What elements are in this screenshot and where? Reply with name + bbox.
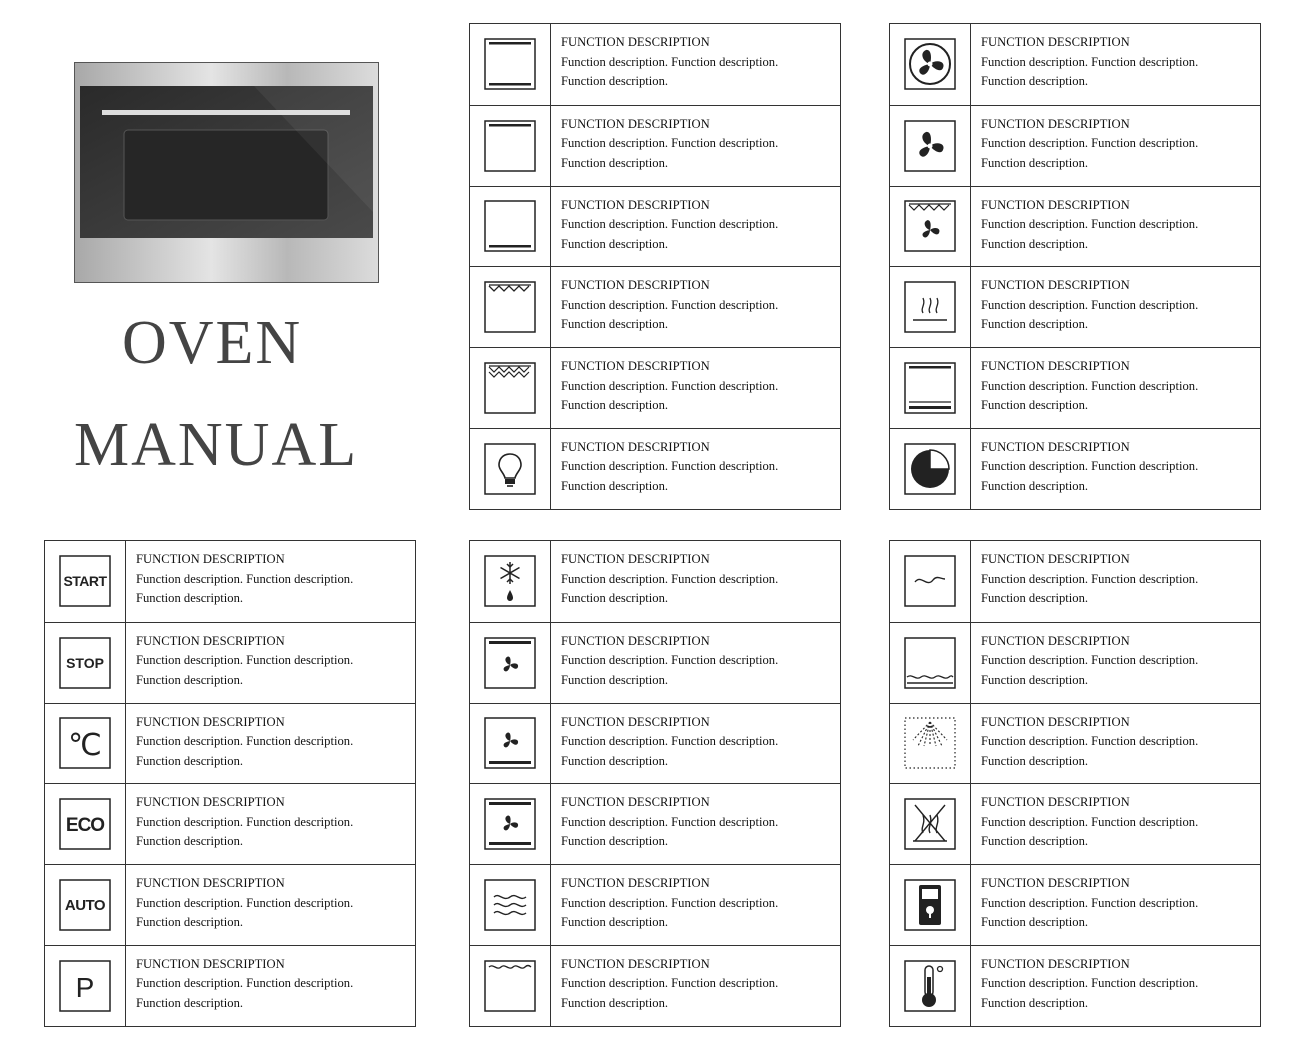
shower-clean-icon	[903, 716, 957, 770]
function-heading: FUNCTION DESCRIPTION	[981, 197, 1130, 212]
function-row	[890, 945, 1260, 1026]
fan-top-bottom-heat-icon	[483, 797, 537, 851]
function-heading: FUNCTION DESCRIPTION	[561, 35, 710, 49]
steam-icon	[483, 878, 537, 932]
function-row	[890, 24, 1260, 105]
function-description-2: Function description.	[561, 478, 669, 493]
function-row	[45, 864, 415, 945]
function-description: Function description. Function description.	[561, 297, 779, 312]
microwave-icon	[903, 554, 957, 608]
function-row	[470, 864, 840, 945]
function-heading: FUNCTION DESCRIPTION	[981, 439, 1130, 454]
function-heading: FUNCTION DESCRIPTION	[136, 876, 285, 891]
panel-top-right	[889, 23, 1261, 510]
function-row	[890, 622, 1260, 703]
function-description: Function description. Function description.	[981, 976, 1199, 991]
function-description-2: Function description.	[981, 834, 1089, 849]
function-heading: FUNCTION DESCRIPTION	[136, 956, 285, 971]
function-heading: FUNCTION DESCRIPTION	[561, 552, 710, 566]
svg-text:P: P	[75, 971, 95, 1003]
function-heading: FUNCTION DESCRIPTION	[981, 278, 1130, 293]
panel-bottom-left	[44, 540, 416, 1027]
function-row	[890, 105, 1260, 186]
function-description: Function description. Function description.	[981, 459, 1199, 474]
function-row	[890, 428, 1260, 509]
function-description-2: Function description.	[561, 74, 669, 88]
function-description-2: Function description.	[561, 398, 669, 413]
function-row	[890, 347, 1260, 428]
function-heading: FUNCTION DESCRIPTION	[981, 359, 1130, 374]
function-heading: FUNCTION DESCRIPTION	[136, 714, 285, 729]
function-description-2: Function description.	[981, 478, 1089, 493]
fan-icon	[903, 37, 957, 91]
celsius-icon	[58, 716, 112, 770]
bottom-heat-icon	[483, 199, 537, 253]
function-description-2: Function description.	[136, 915, 244, 930]
function-row	[470, 945, 840, 1026]
function-description-2: Function description.	[981, 236, 1089, 251]
function-row	[890, 703, 1260, 784]
function-description: Function description. Function description.	[561, 217, 779, 232]
program-icon	[58, 959, 112, 1013]
panel-bottom-middle	[469, 540, 841, 1027]
function-description-2: Function description.	[981, 317, 1089, 332]
remote-icon	[903, 878, 957, 932]
title-manual: MANUAL	[74, 411, 359, 479]
bottom-grill-icon	[903, 636, 957, 690]
function-heading: FUNCTION DESCRIPTION	[136, 633, 285, 648]
stop-icon	[58, 636, 112, 690]
function-description-2: Function description.	[136, 672, 244, 687]
function-row	[890, 783, 1260, 864]
function-description: Function description. Function description.	[981, 136, 1199, 151]
function-description: Function description. Function description.	[561, 895, 779, 910]
function-description: Function description. Function description.	[561, 734, 779, 749]
function-description: Function description. Function description.	[981, 217, 1199, 232]
eco-icon	[58, 797, 112, 851]
function-description-2: Function description.	[981, 591, 1089, 605]
function-heading: FUNCTION DESCRIPTION	[561, 197, 710, 212]
svg-text:℃: ℃	[68, 729, 102, 763]
grill-icon	[483, 280, 537, 334]
function-description-2: Function description.	[981, 398, 1089, 413]
no-cleaning-icon	[903, 797, 957, 851]
function-row	[45, 703, 415, 784]
function-description: Function description. Function description.	[981, 734, 1199, 749]
function-description: Function description. Function description.	[981, 895, 1199, 910]
function-row	[470, 105, 840, 186]
function-row	[470, 783, 840, 864]
function-heading: FUNCTION DESCRIPTION	[981, 876, 1130, 891]
function-description-2: Function description.	[561, 995, 669, 1010]
function-heading: FUNCTION DESCRIPTION	[981, 795, 1130, 810]
function-description: Function description. Function description.	[136, 653, 354, 668]
fan-top-heat-icon	[483, 636, 537, 690]
svg-text:AUTO: AUTO	[64, 897, 106, 915]
title-oven: OVEN	[122, 309, 303, 377]
function-row	[890, 541, 1260, 622]
function-description-2: Function description.	[136, 591, 244, 605]
function-row	[890, 266, 1260, 347]
double-grill-icon	[483, 361, 537, 415]
function-heading: FUNCTION DESCRIPTION	[981, 714, 1130, 729]
function-description-2: Function description.	[561, 672, 669, 687]
function-heading: FUNCTION DESCRIPTION	[561, 633, 710, 648]
fan-grill-icon	[903, 199, 957, 253]
function-description-2: Function description.	[561, 834, 669, 849]
defrost-icon	[483, 554, 537, 608]
function-description: Function description. Function description.	[561, 54, 779, 69]
top-heat-icon	[483, 119, 537, 173]
function-description-2: Function description.	[981, 753, 1089, 768]
fan-only-icon	[903, 119, 957, 173]
thermometer-icon	[903, 959, 957, 1013]
function-heading: FUNCTION DESCRIPTION	[561, 795, 710, 810]
function-description-2: Function description.	[981, 74, 1089, 88]
function-description: Function description. Function description.	[136, 814, 354, 829]
svg-text:START: START	[63, 573, 107, 590]
function-row	[45, 541, 415, 622]
function-description-2: Function description.	[136, 834, 244, 849]
function-description-2: Function description.	[561, 317, 669, 332]
function-heading: FUNCTION DESCRIPTION	[561, 359, 710, 374]
oven-illustration	[74, 62, 379, 283]
function-heading: FUNCTION DESCRIPTION	[136, 552, 285, 566]
function-description-2: Function description.	[561, 591, 669, 605]
function-description: Function description. Function description.	[561, 571, 779, 586]
function-description: Function description. Function description.	[136, 571, 354, 586]
top-grill-light-icon	[483, 959, 537, 1013]
function-heading: FUNCTION DESCRIPTION	[981, 956, 1130, 971]
function-row	[45, 622, 415, 703]
function-description-2: Function description.	[981, 672, 1089, 687]
function-description-2: Function description.	[561, 915, 669, 930]
function-row	[45, 783, 415, 864]
function-description: Function description. Function description.	[981, 653, 1199, 668]
function-heading: FUNCTION DESCRIPTION	[561, 956, 710, 971]
function-row	[890, 864, 1260, 945]
auto-icon	[58, 878, 112, 932]
function-description-2: Function description.	[981, 915, 1089, 930]
function-description: Function description. Function description.	[981, 571, 1199, 586]
function-heading: FUNCTION DESCRIPTION	[981, 633, 1130, 648]
function-description: Function description. Function description.	[981, 814, 1199, 829]
function-description-2: Function description.	[561, 236, 669, 251]
function-heading: FUNCTION DESCRIPTION	[561, 278, 710, 293]
function-heading: FUNCTION DESCRIPTION	[981, 116, 1130, 131]
warming-icon	[903, 280, 957, 334]
function-description-2: Function description.	[561, 155, 669, 170]
function-description-2: Function description.	[981, 995, 1089, 1010]
function-description-2: Function description.	[136, 753, 244, 768]
function-description: Function description. Function description.	[561, 378, 779, 393]
top-element-icon	[483, 37, 537, 91]
function-row	[470, 622, 840, 703]
function-description: Function description. Function description.	[981, 297, 1199, 312]
function-description: Function description. Function description.	[981, 378, 1199, 393]
function-description: Function description. Function description.	[136, 895, 354, 910]
lamp-icon	[483, 442, 537, 496]
function-description-2: Function description.	[561, 753, 669, 768]
function-description: Function description. Function description.	[136, 976, 354, 991]
function-description: Function description. Function description.	[561, 814, 779, 829]
function-heading: FUNCTION DESCRIPTION	[561, 116, 710, 131]
function-heading: FUNCTION DESCRIPTION	[981, 35, 1130, 49]
function-row	[470, 541, 840, 622]
function-row	[470, 428, 840, 509]
function-row	[470, 347, 840, 428]
function-description: Function description. Function description.	[981, 54, 1199, 69]
function-description: Function description. Function description.	[561, 459, 779, 474]
svg-text:ECO: ECO	[65, 815, 105, 837]
function-row	[470, 266, 840, 347]
function-row	[470, 24, 840, 105]
function-heading: FUNCTION DESCRIPTION	[561, 714, 710, 729]
function-description: Function description. Function description.	[136, 734, 354, 749]
function-description-2: Function description.	[981, 155, 1089, 170]
function-description-2: Function description.	[136, 995, 244, 1010]
function-row	[45, 945, 415, 1026]
function-heading: FUNCTION DESCRIPTION	[561, 439, 710, 454]
function-row	[470, 186, 840, 267]
function-heading: FUNCTION DESCRIPTION	[981, 552, 1130, 566]
function-description: Function description. Function description.	[561, 136, 779, 151]
function-heading: FUNCTION DESCRIPTION	[561, 876, 710, 891]
function-heading: FUNCTION DESCRIPTION	[136, 795, 285, 810]
timer-icon	[903, 442, 957, 496]
function-row	[470, 703, 840, 784]
panel-bottom-right	[889, 540, 1261, 1027]
function-description: Function description. Function description.	[561, 976, 779, 991]
function-description: Function description. Function description.	[561, 653, 779, 668]
panel-top-middle	[469, 23, 841, 510]
start-icon	[58, 554, 112, 608]
svg-text:STOP: STOP	[66, 654, 104, 671]
top-bottom-heat-icon	[903, 361, 957, 415]
function-row	[890, 186, 1260, 267]
fan-bottom-heat-icon	[483, 716, 537, 770]
